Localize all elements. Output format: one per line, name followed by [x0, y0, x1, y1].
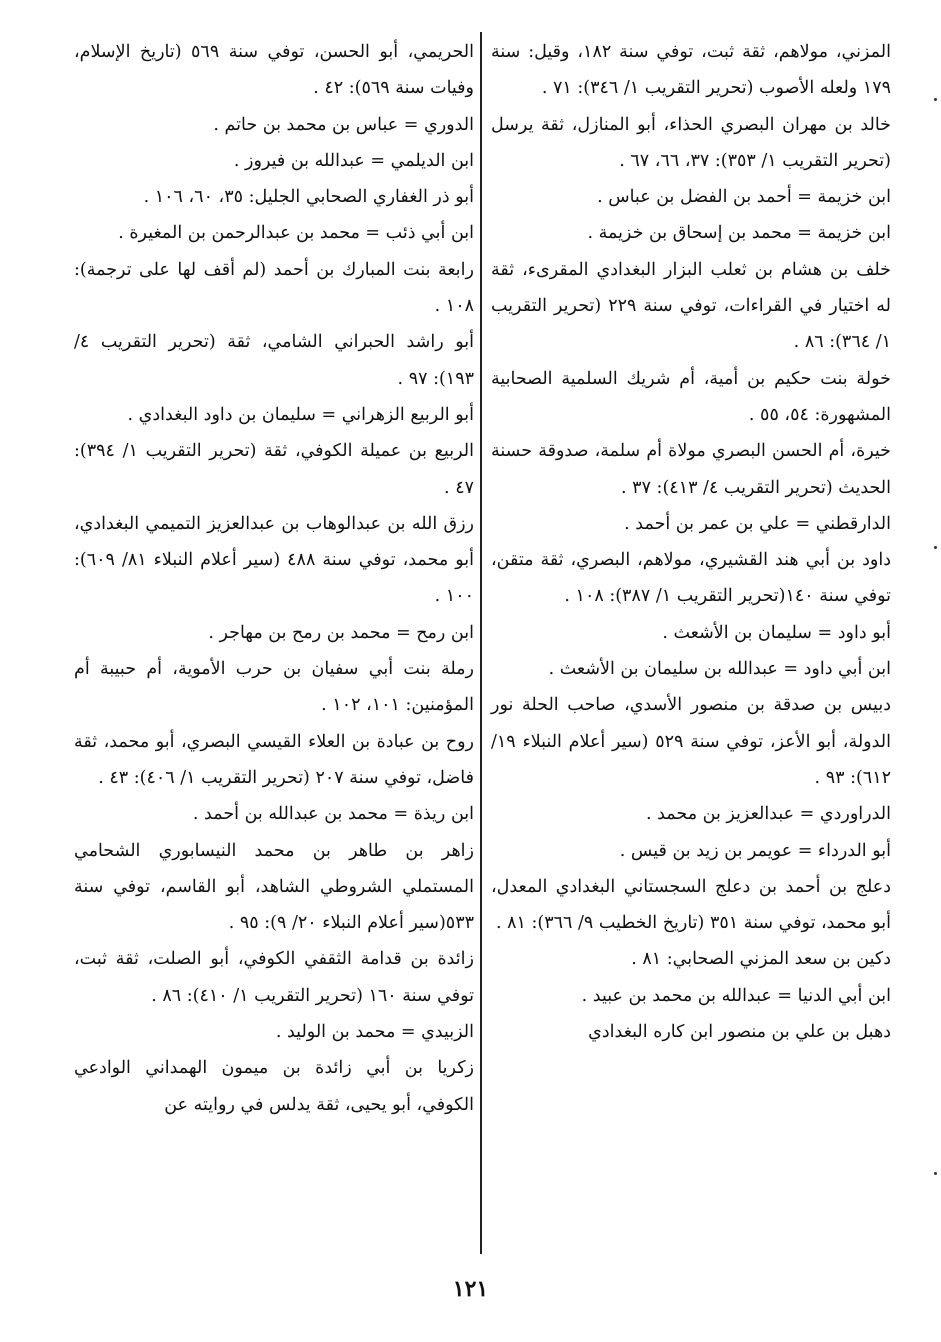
index-entry: خلف بن هشام بن ثعلب البزار البغدادي المقرىء، ثقة له اختيار في القراءات، توفي سنة ٢٢٩ (تحرير التقريب ١/ ٣٦٤): ٨٦ .: [491, 259, 891, 353]
index-entry: ابن الديلمي = عبدالله بن فيروز .: [233, 150, 474, 171]
index-entry: رابعة بنت المبارك بن أحمد (لم أقف لها على ترجمة): ١٠٨ .: [74, 259, 474, 317]
index-entry: أبو ذر الغفاري الصحابي الجليل: ٣٥، ٦٠، ١٠٦ .: [143, 187, 474, 208]
index-column-right: [491, 34, 891, 1050]
page-number: ١٢١: [452, 1276, 489, 1302]
index-entry: روح بن عبادة بن العلاء القيسي البصري، أبو محمد، ثقة فاضل، توفي سنة ٢٠٧ (تحرير التقريب ١/ ٤٠٦): ٤٣ .: [74, 731, 474, 788]
index-entry: زكريا بن أبي زائدة بن ميمون الهمداني الوادعي الكوفي، أبو يحيى، ثقة يدلس في روايته عن: [74, 1058, 474, 1115]
scan-speck: [934, 1172, 937, 1175]
index-entry: خولة بنت حكيم بن أمية، أم شريك السلمية الصحابية المشهورة: ٥٤، ٥٥ .: [491, 368, 891, 425]
scan-speck: [934, 546, 937, 549]
index-entry: ابن أبي داود = عبدالله بن سليمان بن الأشعث .: [548, 659, 891, 680]
index-entry: دبيس بن صدقة بن منصور الأسدي، صاحب الحلة نور الدولة، أبو الأعز، توفي سنة ٥٢٩ (سير أعلام النبلاء ١٩/ ٦١٢): ٩٣ .: [491, 695, 891, 788]
index-entry: خالد بن مهران البصري الحذاء، أبو المنازل، ثقة يرسل (تحرير التقريب ١/ ٣٥٣): ٣٧، ٦٦، ٦٧ .: [491, 114, 891, 171]
index-column-left: [74, 34, 474, 1123]
index-entry: دكين بن سعد المزني الصحابي: ٨١ .: [631, 949, 891, 970]
index-entry: زاهر بن طاهر بن محمد النيسابوري الشحامي المستملي الشروطي الشاهد، أبو القاسم، توفي سنة ٥٣٣(سير أعلام النبلاء ٢٠/ ٩): ٩٥ .: [74, 840, 474, 934]
index-entry: الدراوردي = عبدالعزيز بن محمد .: [645, 804, 891, 825]
scan-speck: [934, 98, 937, 101]
index-entry: زائدة بن قدامة الثقفي الكوفي، أبو الصلت، ثقة ثبت، توفي سنة ١٦٠ (تحرير التقريب ١/ ٤١٠): ٨٦ .: [74, 949, 474, 1006]
index-entry: الحريمي، أبو الحسن، توفي سنة ٥٦٩ (تاريخ الإسلام، وفيات سنة ٥٦٩): ٤٢ .: [74, 42, 474, 99]
index-entry: أبو داود = سليمان بن الأشعث .: [662, 622, 891, 643]
index-entry: ابن خزيمة = أحمد بن الفضل بن عباس .: [597, 187, 891, 208]
index-entry: الزبيدي = محمد بن الوليد .: [275, 1022, 474, 1043]
index-entry: ابن أبي ذئب = محمد بن عبدالرحمن بن المغيرة .: [118, 223, 474, 244]
index-entry: رزق الله بن عبدالوهاب بن عبدالعزيز التميمي البغدادي، أبو محمد، توفي سنة ٤٨٨ (سير أعلام النبلاء ٨١/ ٦٠٩): ١٠٠ .: [74, 513, 474, 607]
index-entry: المزني، مولاهم، ثقة ثبت، توفي سنة ١٨٢، وقيل: سنة ١٧٩ ولعله الأصوب (تحرير التقريب ١/ ٣٤٦): ٧١ .: [491, 42, 891, 99]
index-entry: ابن خزيمة = محمد بن إسحاق بن خزيمة .: [587, 223, 891, 244]
index-entry: دهبل بن علي بن منصور ابن كاره البغدادي: [588, 1022, 891, 1043]
index-entry: ابن رمح = محمد بن رمح بن مهاجر .: [208, 622, 474, 643]
index-entry: أبو راشد الحبراني الشامي، ثقة (تحرير التقريب ٤/ ١٩٣): ٩٧ .: [74, 332, 474, 389]
index-entry: الدوري = عباس بن محمد بن حاتم .: [213, 114, 474, 135]
index-entry: داود بن أبي هند القشيري، مولاهم، البصري، ثقة متقن، توفي سنة ١٤٠(تحرير التقريب ١/ ٣٨٧): ١٠٨ .: [491, 550, 891, 607]
index-entry: دعلج بن أحمد بن دعلج السجستاني البغدادي المعدل، أبو محمد، توفي سنة ٣٥١ (تاريخ الخطيب ٩/ ٣٦٦): ٨١ .: [491, 876, 891, 934]
index-entry: الربيع بن عميلة الكوفي، ثقة (تحرير التقريب ١/ ٣٩٤): ٤٧ .: [74, 441, 474, 498]
column-divider: [480, 32, 482, 1254]
index-entry: أبو الدرداء = عويمر بن زيد بن قيس .: [619, 840, 891, 861]
index-entry: خيرة، أم الحسن البصري مولاة أم سلمة، صدوقة حسنة الحديث (تحرير التقريب ٤/ ٤١٣): ٣٧ .: [491, 441, 891, 498]
index-entry: رملة بنت أبي سفيان بن حرب الأموية، أم حبيبة أم المؤمنين: ١٠١، ١٠٢ .: [74, 659, 474, 716]
index-entry: ابن أبي الدنيا = عبدالله بن محمد بن عبيد .: [581, 985, 891, 1006]
index-entry: ابن ريذة = محمد بن عبدالله بن أحمد .: [192, 804, 474, 825]
index-entry: أبو الربيع الزهراني = سليمان بن داود البغدادي .: [127, 404, 474, 425]
index-entry: الدارقطني = علي بن عمر بن أحمد .: [624, 513, 891, 534]
